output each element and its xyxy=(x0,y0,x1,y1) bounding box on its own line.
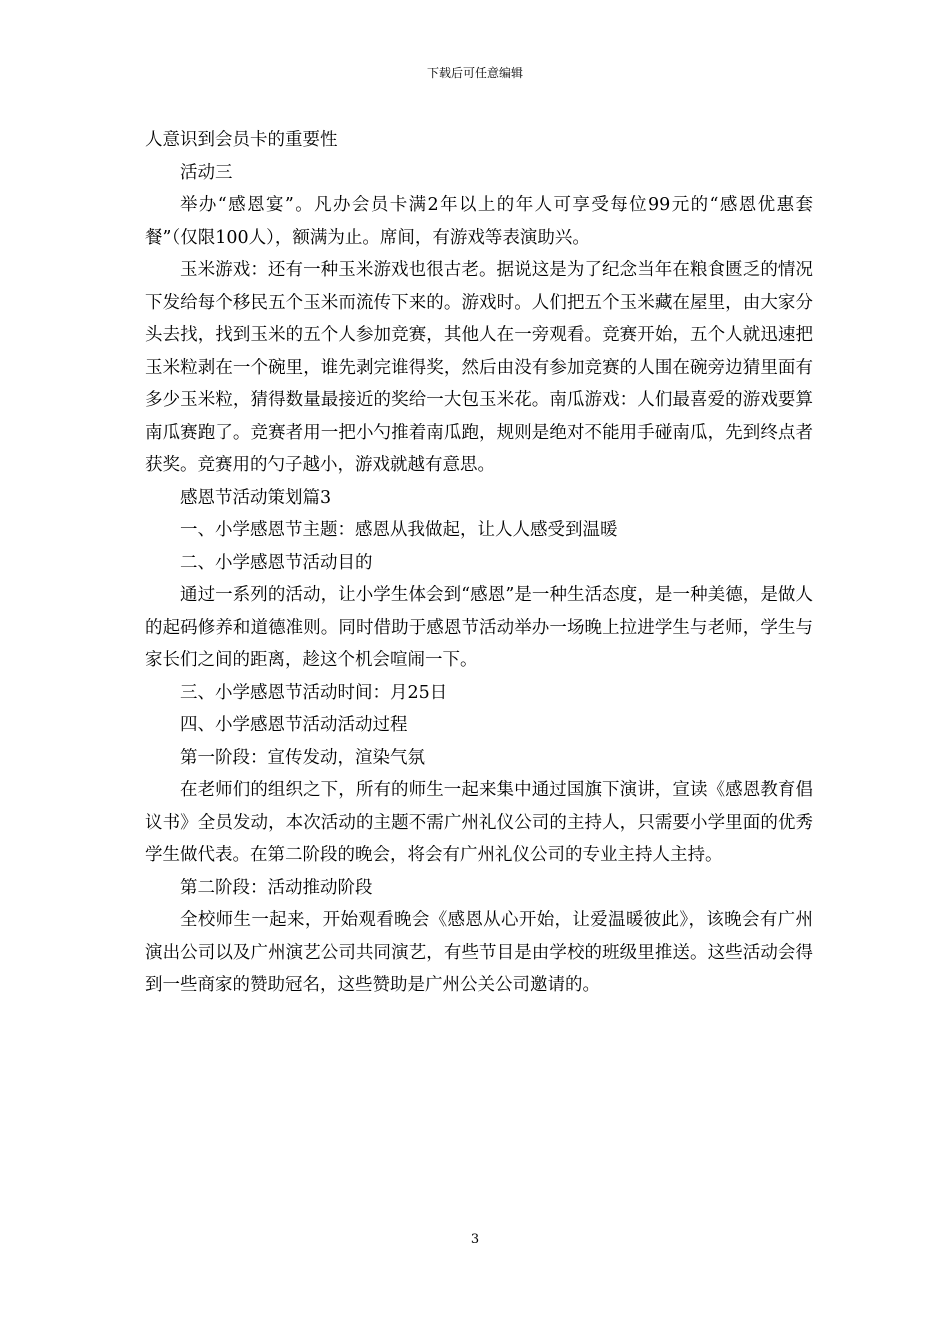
heading-theme: 一、小学感恩节主题：感恩从我做起，让人人感受到温暖 xyxy=(180,520,618,540)
heading-process: 四、小学感恩节活动活动过程 xyxy=(180,715,408,735)
paragraph-continuation: 人意识到会员卡的重要性 xyxy=(145,130,338,150)
paragraph-purpose: 通过一系列的活动，让小学生体会到“感恩”是一种生活态度，是一种美德，是做人的起码修养和道德准则。同时借助于感恩节活动举办一场晚上拉进学生与老师，学生与家长们之间的距离，趁这个机会喧闹一下。 xyxy=(145,585,813,670)
document-body xyxy=(145,124,813,1002)
page-header: 下载后可任意编辑 xyxy=(426,66,523,80)
paragraph-thanksgiving-banquet: 举办“感恩宴”。凡办会员卡满2年以上的年人可享受每位99元的“感恩优惠套餐”（仅限100人），额满为止。席间，有游戏等表演助兴。 xyxy=(145,195,813,248)
heading-stage-two: 第二阶段：活动推动阶段 xyxy=(180,877,373,898)
heading-stage-one: 第一阶段：宣传发动，渲染气氛 xyxy=(180,747,425,768)
heading-purpose: 二、小学感恩节活动目的 xyxy=(180,552,373,573)
paragraph-games: 玉米游戏：还有一种玉米游戏也很古老。据说这是为了纪念当年在粮食匮乏的情况下发给每个移民五个玉米而流传下来的。游戏时。人们把五个玉米藏在屋里，由大家分头去找，找到玉米的五个人参加竞赛，其他人在一旁观看。竞赛开始，五个人就迅速把玉米粒剥在一个碗里，谁先剥完谁得奖，然后由没有参加竞赛的人围在碗旁边猜里面有多少玉米粒，猜得数量最接近的奖给一大包玉米花。南瓜游戏：人们最喜爱的游戏要算南瓜赛跑了。竞赛者用一把小勺推着南瓜跑，规则是绝对不能用手碰南瓜，先到终点者获奖。竞赛用的勺子越小，游戏就越有意思。 xyxy=(145,260,813,475)
paragraph-stage-one: 在老师们的组织之下，所有的师生一起来集中通过国旗下演讲，宣读《感恩教育倡议书》全员发动，本次活动的主题不需广州礼仪公司的主持人，只需要小学里面的优秀学生做代表。在第二阶段的晚会，将会有广州礼仪公司的专业主持人主持。 xyxy=(145,780,813,865)
page-number: 3 xyxy=(470,1232,480,1247)
heading-activity-three: 活动三 xyxy=(180,162,233,183)
heading-time: 三、小学感恩节活动时间：月25日 xyxy=(180,682,448,703)
paragraph-stage-two: 全校师生一起来，开始观看晚会《感恩从心开始，让爱温暖彼此》，该晚会有广州演出公司以及广州演艺公司共同演艺，有些节目是由学校的班级里推送。这些活动会得到一些商家的赞助冠名，这些赞助是广州公关公司邀请的。 xyxy=(145,910,813,995)
section-title-plan-3: 感恩节活动策划篇3 xyxy=(180,487,332,508)
